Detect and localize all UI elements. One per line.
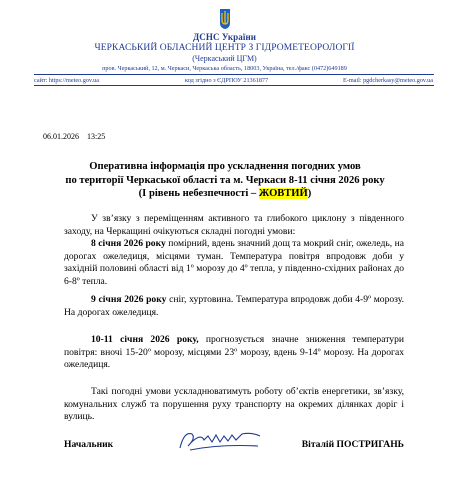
org-ministry: ДСНС України bbox=[192, 32, 257, 42]
forecast-jan-9 bbox=[64, 294, 404, 319]
signer-position: Начальник bbox=[64, 439, 114, 450]
org-address: пров. Черкаський, 12, м. Черкаси, Черкаська область, 18003, Україна, тел./факс (0472)649189 bbox=[102, 65, 347, 72]
document-title bbox=[30, 160, 420, 201]
org-short-name: (Черкаський ЦГМ) bbox=[192, 54, 257, 63]
title-line-2: по території Черкаської області та м. Черкаси 8-11 січня 2026 року bbox=[65, 174, 385, 186]
title-line-3 bbox=[30, 187, 420, 201]
title-level-suffix: ) bbox=[307, 188, 312, 199]
trident-emblem-icon bbox=[219, 8, 231, 30]
danger-level-badge: ЖОВТИЙ bbox=[258, 188, 308, 199]
forecast-jan-8 bbox=[64, 238, 404, 288]
header-divider-bottom bbox=[34, 85, 434, 86]
forecast-text: помірний, вдень значний дощ та мокрий сніг, ожеледь, на дорогах ожеледиця, місцями туман. Температура повітря впродовж доби у західній половині області від 1º морозу до 4º тепла, у південно-східних районах до 6-8º тепла. bbox=[64, 238, 404, 287]
org-center-name: ЧЕРКАСЬКИЙ ОБЛАСНИЙ ЦЕНТР З ГІДРОМЕТЕОРОЛОГІЇ bbox=[94, 43, 355, 53]
forecast-date: 8 січня 2026 року bbox=[91, 238, 166, 249]
edrpou-code: код згідно з ЄДРПОУ 21361877 bbox=[185, 77, 269, 84]
forecast-text: прогнозується значне зниження температури повітря: вночі 15-20º морозу, місцями 23º морозу, вдень 9-14º морозу. На дорогах ожеледиця. bbox=[64, 334, 405, 370]
email-text: E-mail: pgdcherkasy@meteo.gov.ua bbox=[342, 77, 433, 84]
forecast-date: 9 січня 2026 року bbox=[91, 294, 167, 305]
signer-name: Віталій ПОСТРИГАНЬ bbox=[301, 439, 404, 450]
title-level-prefix: (І рівень небезпечності – bbox=[138, 188, 259, 199]
intro-paragraph: У зв’язку з переміщенням активного та глибокого циклону з південного заходу, на Черкащині очікуються складні погодні умови: bbox=[64, 213, 404, 237]
impact-paragraph: Такі погодні умови ускладнюватимуть роботу об’єктів енергетики, зв’язку, комунальних служб та порушення руху транспорту на окремих ділянках доріг і вулиць. bbox=[64, 386, 404, 422]
handwritten-signature bbox=[170, 426, 270, 456]
header-divider bbox=[34, 74, 434, 75]
forecast-jan-10-11 bbox=[64, 334, 404, 372]
website-text: сайт: https://meteo.gov.ua bbox=[34, 77, 99, 84]
forecast-date: 10-11 січня 2026 року, bbox=[91, 334, 199, 345]
forecast-text: сніг, хуртовина. Температура впродовж доби 4-9º морозу. На дорогах ожеледиця. bbox=[64, 294, 404, 318]
title-line-1: Оперативна інформація про ускладнення погодних умов bbox=[89, 161, 361, 172]
document-date: 06.01.2026 13:25 bbox=[43, 132, 106, 141]
